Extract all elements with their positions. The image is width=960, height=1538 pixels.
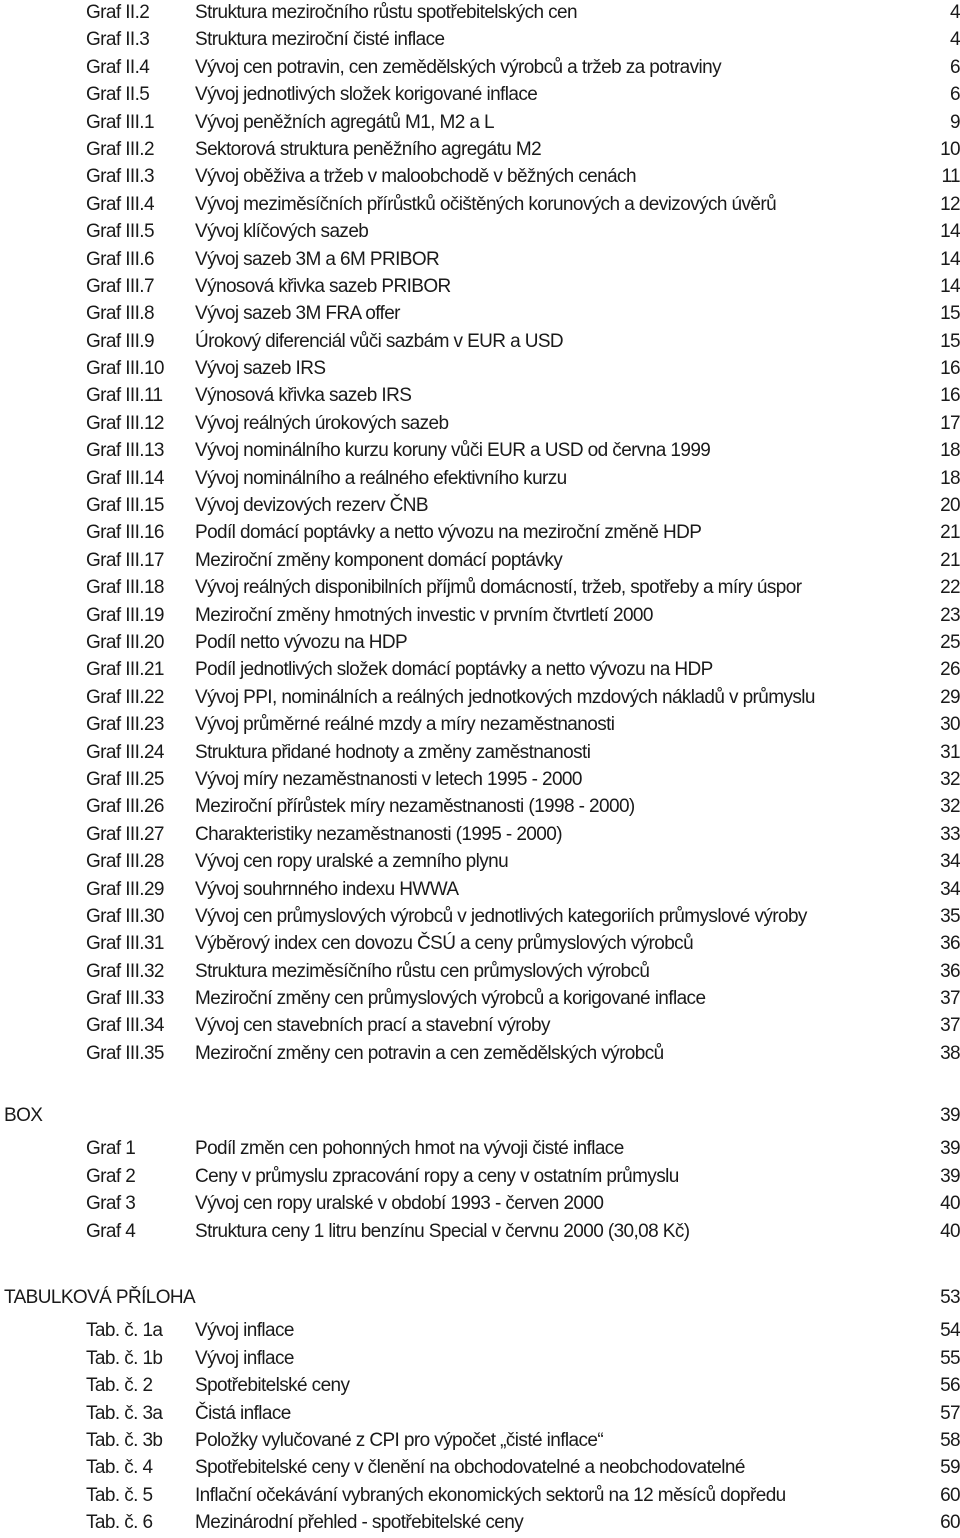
toc-entry[interactable]	[0, 1163, 960, 1190]
toc-entry-label: Graf 2	[86, 1165, 136, 1187]
toc-entry-title: Vývoj sazeb IRS	[195, 358, 326, 380]
toc-entry-page: 23	[940, 604, 960, 626]
toc-entry-label: Graf III.11	[86, 385, 163, 407]
toc-entry-page: 54	[940, 1320, 960, 1342]
box-section-page: 39	[940, 1105, 960, 1126]
toc-entry[interactable]	[0, 547, 960, 574]
toc-entry-label: Tab. č. 5	[86, 1484, 153, 1506]
toc-entry[interactable]	[0, 382, 960, 409]
toc-entry-title: Vývoj průměrné reálné mzdy a míry nezaměstnanosti	[195, 714, 615, 736]
toc-entry-label: Graf III.19	[86, 604, 164, 626]
toc-entry[interactable]	[0, 711, 960, 738]
toc-entry-title: Spotřebitelské ceny v členění na obchodovatelné a neobchodovatelné	[195, 1457, 745, 1479]
toc-entry-title: Vývoj cen ropy uralské a zemního plynu	[195, 851, 509, 873]
toc-entry-page: 40	[940, 1220, 960, 1242]
box-section	[0, 1102, 960, 1245]
toc-entry-page: 22	[940, 577, 960, 599]
toc-entry-title: Vývoj cen potravin, cen zemědělských výrobců a tržeb za potraviny	[195, 56, 721, 78]
toc-entry-title: Ceny v průmyslu zpracování ropy a ceny v ostatním průmyslu	[195, 1165, 679, 1187]
toc-entry-label: Graf III.21	[86, 659, 164, 681]
toc-entry[interactable]	[0, 246, 960, 273]
toc-entry[interactable]	[0, 903, 960, 930]
toc-entry[interactable]	[0, 1427, 960, 1454]
toc-entry[interactable]	[0, 1218, 960, 1245]
toc-entry[interactable]	[0, 821, 960, 848]
toc-entry-title: Položky vylučované z CPI pro výpočet „čisté inflace“	[195, 1429, 604, 1451]
toc-entry-page: 32	[940, 768, 960, 790]
toc-entry[interactable]	[0, 273, 960, 300]
toc-entry-label: Tab. č. 3b	[86, 1429, 163, 1451]
toc-entry[interactable]	[0, 602, 960, 629]
toc-entry-title: Podíl domácí poptávky a netto vývozu na meziroční změně HDP	[195, 522, 702, 544]
toc-entry-page: 26	[940, 659, 960, 681]
toc-entry[interactable]	[0, 163, 960, 190]
toc-entry-page: 14	[940, 275, 960, 297]
toc-entry-title: Struktura meziroční čisté inflace	[195, 29, 445, 51]
toc-entry-page: 17	[940, 412, 960, 434]
toc-entry[interactable]	[0, 218, 960, 245]
toc-entry-title: Vývoj devizových rezerv ČNB	[195, 495, 428, 517]
toc-entry-page: 25	[940, 631, 960, 653]
toc-entry[interactable]	[0, 766, 960, 793]
toc-entry-page: 36	[940, 960, 960, 982]
toc-entry-title: Podíl jednotlivých složek domácí poptávky a netto vývozu na HDP	[195, 659, 713, 681]
toc-entry-title: Čistá inflace	[195, 1402, 291, 1424]
toc-entry[interactable]	[0, 985, 960, 1012]
toc-entry-page: 16	[940, 385, 960, 407]
toc-entry-label: Graf III.12	[86, 412, 164, 434]
toc-entry[interactable]	[0, 81, 960, 108]
toc-entry-label: Graf 3	[86, 1193, 136, 1215]
toc-entry-label: Graf III.20	[86, 631, 164, 653]
toc-entry-page: 60	[940, 1512, 960, 1534]
toc-entry-title: Struktura ceny 1 litru benzínu Special v červnu 2000 (30,08 Kč)	[195, 1220, 690, 1242]
toc-entry-page: 32	[940, 796, 960, 818]
toc-entry[interactable]	[0, 793, 960, 820]
tab-section-page: 53	[940, 1287, 960, 1308]
toc-entry[interactable]	[0, 656, 960, 683]
toc-entry-label: Graf III.35	[86, 1042, 164, 1064]
toc-entry-title: Vývoj jednotlivých složek korigované inflace	[195, 84, 538, 106]
toc-entry-title: Vývoj reálných úrokových sazeb	[195, 412, 449, 434]
toc-entry-page: 34	[940, 851, 960, 873]
toc-entry-title: Vývoj PPI, nominálních a reálných jednotkových mzdových nákladů v průmyslu	[195, 686, 815, 708]
toc-entry-label: Tab. č. 3a	[86, 1402, 163, 1424]
toc-entry-page: 15	[940, 303, 960, 325]
toc-entry-title: Vývoj meziměsíčních přírůstků očištěných korunových a devizových úvěrů	[195, 193, 777, 215]
toc-entry-label: Graf III.14	[86, 467, 164, 489]
toc-entry-page: 18	[940, 467, 960, 489]
toc-entry-page: 40	[940, 1193, 960, 1215]
toc-entry-label: Graf III.27	[86, 823, 164, 845]
toc-entry-title: Vývoj peněžních agregátů M1, M2 a L	[195, 111, 495, 133]
box-entries	[0, 1135, 960, 1245]
toc-entry-title: Vývoj sazeb 3M a 6M PRIBOR	[195, 248, 440, 270]
box-section-title: BOX	[4, 1105, 43, 1126]
toc-entry[interactable]	[0, 574, 960, 601]
toc-entry-page: 4	[950, 2, 960, 23]
toc-entry-label: Graf III.16	[86, 522, 164, 544]
toc-entry-title: Meziroční přírůstek míry nezaměstnanosti (1998 - 2000)	[195, 796, 635, 818]
toc-entry[interactable]	[0, 355, 960, 382]
toc-entry-title: Struktura přidané hodnoty a změny zaměstnanosti	[195, 741, 591, 763]
toc-entry-title: Mezinárodní přehled - spotřebitelské ceny	[195, 1512, 524, 1534]
toc-entry-page: 35	[940, 905, 960, 927]
toc-entry-title: Vývoj inflace	[195, 1320, 294, 1342]
toc-entry-label: Graf III.23	[86, 714, 164, 736]
toc-entry-page: 58	[940, 1429, 960, 1451]
toc-entry-label: Graf III.4	[86, 193, 154, 215]
toc-entry-title: Vývoj cen stavebních prací a stavební výroby	[195, 1015, 550, 1037]
toc-entry-label: Graf III.30	[86, 905, 164, 927]
toc-entry[interactable]	[0, 684, 960, 711]
toc-entry-label: Graf 4	[86, 1220, 136, 1242]
toc-entry-label: Graf III.32	[86, 960, 164, 982]
toc-entry-page: 18	[940, 440, 960, 462]
toc-entry-page: 29	[940, 686, 960, 708]
toc-entry-title: Podíl netto vývozu na HDP	[195, 631, 408, 653]
toc-entry-page: 10	[940, 138, 960, 160]
toc-entry-page: 14	[940, 248, 960, 270]
toc-entry-title: Meziroční změny cen průmyslových výrobců a korigované inflace	[195, 988, 706, 1010]
toc-entry[interactable]	[0, 26, 960, 53]
toc-entry-label: Graf III.26	[86, 796, 164, 818]
toc-entry[interactable]	[0, 629, 960, 656]
toc-entry[interactable]	[0, 930, 960, 957]
toc-entry-label: Tab. č. 1b	[86, 1347, 163, 1369]
toc-entry-title: Meziroční změny hmotných investic v prvním čtvrtletí 2000	[195, 604, 653, 626]
toc-entry-title: Výnosová křivka sazeb IRS	[195, 385, 412, 407]
toc-entry-label: Graf III.8	[86, 303, 154, 325]
toc-entry-title: Struktura meziročního růstu spotřebitelských cen	[195, 2, 577, 23]
toc-entry-page: 21	[940, 522, 960, 544]
toc-entry-label: Graf III.17	[86, 549, 164, 571]
toc-entry-label: Graf III.3	[86, 166, 154, 188]
box-section-header[interactable]	[0, 1102, 960, 1129]
toc-entry[interactable]	[0, 739, 960, 766]
toc-entry-label: Graf III.33	[86, 988, 164, 1010]
toc-entry[interactable]	[0, 1482, 960, 1509]
toc-entry-title: Vývoj inflace	[195, 1347, 294, 1369]
toc-entry-page: 6	[950, 84, 960, 106]
toc-entry-title: Vývoj souhrnného indexu HWWA	[195, 878, 459, 900]
toc-entry-title: Vývoj nominálního kurzu koruny vůči EUR a USD od června 1999	[195, 440, 711, 462]
toc-entry[interactable]	[0, 1509, 960, 1536]
toc-entry[interactable]	[0, 0, 960, 26]
toc-entry-title: Struktura meziměsíčního růstu cen průmyslových výrobců	[195, 960, 650, 982]
toc-entry[interactable]	[0, 1372, 960, 1399]
toc-entry-page: 6	[950, 56, 960, 78]
toc-entry-label: Graf II.2	[86, 2, 150, 23]
toc-entry-label: Graf III.34	[86, 1015, 164, 1037]
toc-entry-title: Inflační očekávání vybraných ekonomických sektorů na 12 měsíců dopředu	[195, 1484, 786, 1506]
tab-section-title: TABULKOVÁ PŘÍLOHA	[4, 1287, 196, 1308]
tab-entries	[0, 1317, 960, 1536]
toc-entry-title: Vývoj cen ropy uralské v období 1993 - červen 2000	[195, 1193, 604, 1215]
toc-entry-label: Tab. č. 6	[86, 1512, 153, 1534]
toc-entry-label: Graf III.5	[86, 221, 154, 243]
toc-entry[interactable]	[0, 300, 960, 327]
toc-entry-label: Graf III.9	[86, 330, 154, 352]
toc-entry[interactable]	[0, 1400, 960, 1427]
toc-entry[interactable]	[0, 410, 960, 437]
toc-entry[interactable]	[0, 109, 960, 136]
toc-entry-title: Meziroční změny cen potravin a cen zemědělských výrobců	[195, 1042, 664, 1064]
toc-entry-title: Spotřebitelské ceny	[195, 1375, 350, 1397]
toc-entry-label: Graf III.18	[86, 577, 164, 599]
toc-entry-label: Graf III.22	[86, 686, 164, 708]
toc-entry[interactable]	[0, 1345, 960, 1372]
toc-entry-label: Graf III.31	[86, 933, 164, 955]
toc-entry[interactable]	[0, 876, 960, 903]
toc-entry-label: Graf III.15	[86, 495, 164, 517]
toc-entry-label: Graf II.3	[86, 29, 150, 51]
toc-entry-page: 36	[940, 933, 960, 955]
toc-entry-page: 30	[940, 714, 960, 736]
toc-entry-title: Vývoj reálných disponibilních příjmů domácností, tržeb, spotřeby a míry úspor	[195, 577, 802, 599]
toc-entry-title: Výběrový index cen dovozu ČSÚ a ceny průmyslových výrobců	[195, 933, 694, 955]
toc-entry-label: Graf III.29	[86, 878, 164, 900]
toc-entry-title: Vývoj klíčových sazeb	[195, 221, 369, 243]
toc-entry-page: 16	[940, 358, 960, 380]
toc-entry[interactable]	[0, 191, 960, 218]
toc-entry-page: 4	[950, 29, 960, 51]
toc-entry[interactable]	[0, 136, 960, 163]
toc-entry-label: Graf III.25	[86, 768, 164, 790]
toc-entry-label: Graf III.2	[86, 138, 154, 160]
toc-entry[interactable]	[0, 1317, 960, 1344]
toc-entry-title: Vývoj sazeb 3M FRA offer	[195, 303, 400, 325]
toc-entry-label: Graf II.5	[86, 84, 150, 106]
toc-entry-page: 38	[940, 1042, 960, 1064]
toc-entry[interactable]	[0, 1190, 960, 1217]
toc-entry-page: 59	[940, 1457, 960, 1479]
toc-entry-label: Graf II.4	[86, 56, 150, 78]
toc-entry-page: 55	[940, 1347, 960, 1369]
toc-entry-title: Vývoj nominálního a reálného efektivního kurzu	[195, 467, 567, 489]
toc-entry-label: Graf 1	[86, 1138, 136, 1160]
toc-entry-label: Tab. č. 1a	[86, 1320, 163, 1342]
toc-entry-page: 37	[940, 1015, 960, 1037]
toc-entry-page: 12	[940, 193, 960, 215]
toc-entry-label: Graf III.6	[86, 248, 154, 270]
toc-entry-label: Graf III.1	[86, 111, 154, 133]
toc-entry-page: 34	[940, 878, 960, 900]
toc-entry-page: 56	[940, 1375, 960, 1397]
tab-section	[0, 1284, 960, 1537]
toc-entry-page: 33	[940, 823, 960, 845]
toc-entry-title: Úrokový diferenciál vůči sazbám v EUR a USD	[195, 330, 564, 352]
toc-entry-title: Charakteristiky nezaměstnanosti (1995 - 2000)	[195, 823, 562, 845]
toc-entry-page: 31	[940, 741, 960, 763]
toc-entry[interactable]	[0, 519, 960, 546]
toc-entry[interactable]	[0, 465, 960, 492]
toc-entry-page: 21	[940, 549, 960, 571]
toc-entry[interactable]	[0, 1012, 960, 1039]
toc-entry-label: Graf III.24	[86, 741, 164, 763]
toc-entry[interactable]	[0, 328, 960, 355]
toc-entry-label: Graf III.13	[86, 440, 164, 462]
toc-entry-title: Sektorová struktura peněžního agregátu M2	[195, 138, 542, 160]
toc-entry-label: Tab. č. 4	[86, 1457, 153, 1479]
toc-entry-title: Vývoj oběživa a tržeb v maloobchodě v běžných cenách	[195, 166, 636, 188]
toc-entry-page: 9	[950, 111, 960, 133]
toc-entry[interactable]	[0, 1135, 960, 1162]
toc-entry-title: Vývoj míry nezaměstnanosti v letech 1995 - 2000	[195, 768, 582, 790]
toc-entry[interactable]	[0, 437, 960, 464]
toc-entry-page: 20	[940, 495, 960, 517]
toc-entry-title: Podíl změn cen pohonných hmot na vývoji čisté inflace	[195, 1138, 624, 1160]
toc-entry-page: 14	[940, 221, 960, 243]
toc-entry-page: 39	[940, 1138, 960, 1160]
toc-entry-label: Graf III.10	[86, 358, 164, 380]
toc-entry-page: 57	[940, 1402, 960, 1424]
toc-entry-label: Tab. č. 2	[86, 1375, 153, 1397]
toc-entry[interactable]	[0, 1454, 960, 1481]
toc-entry[interactable]	[0, 1040, 960, 1067]
toc-entry-title: Vývoj cen průmyslových výrobců v jednotlivých kategoriích průmyslové výroby	[195, 905, 807, 927]
toc-entry-title: Výnosová křivka sazeb PRIBOR	[195, 275, 451, 297]
toc-entry-page: 60	[940, 1484, 960, 1506]
toc-entry-page: 39	[940, 1165, 960, 1187]
toc-entry-page: 15	[940, 330, 960, 352]
toc-entry-page: 37	[940, 988, 960, 1010]
toc-entry[interactable]	[0, 958, 960, 985]
toc-entry-label: Graf III.7	[86, 275, 154, 297]
toc-entry[interactable]	[0, 492, 960, 519]
toc-entry[interactable]	[0, 848, 960, 875]
toc-entry-title: Meziroční změny komponent domácí poptávky	[195, 549, 563, 571]
tab-section-header[interactable]	[0, 1284, 960, 1311]
toc-entry[interactable]	[0, 54, 960, 81]
toc-entry-page: 11	[941, 166, 960, 188]
toc-entry-label: Graf III.28	[86, 851, 164, 873]
